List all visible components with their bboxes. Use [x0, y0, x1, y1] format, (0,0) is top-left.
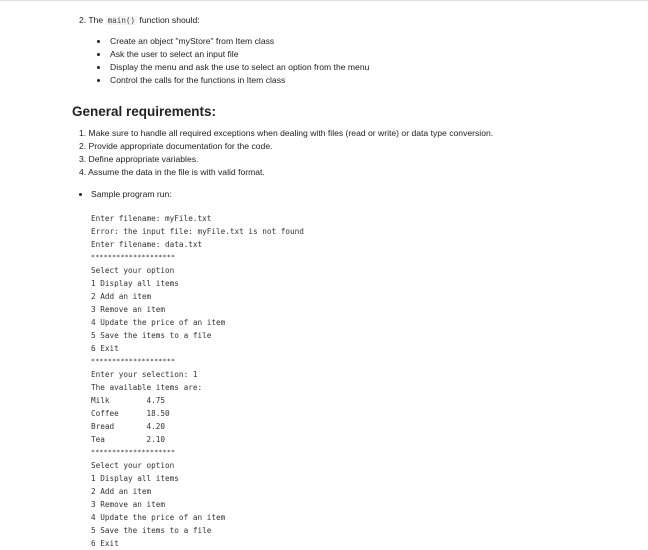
output-line: 6 Exit: [91, 539, 119, 548]
output-line: Milk 4.75: [91, 396, 166, 405]
requirement-item: 4. Assume the data in the file is with valid format.: [79, 167, 265, 177]
output-line: 5 Save the items to a file: [91, 331, 212, 340]
output-line: 3 Remove an item: [91, 305, 166, 314]
requirement-item: 2. Provide appropriate documentation for the code.: [79, 141, 273, 151]
list-item: Control the calls for the functions in Item class: [110, 75, 286, 85]
requirement-item: 1. Make sure to handle all required exceptions when dealing with files (read or write) or data type conversion.: [79, 128, 494, 138]
output-line: 1 Display all items: [91, 279, 179, 288]
output-line: Error: the input file: myFile.txt is not found: [91, 227, 304, 236]
top-border: [0, 0, 648, 1]
list-item: Create an object "myStore" from Item class: [110, 36, 275, 46]
section-number: 2.: [79, 15, 87, 25]
section-suffix: function should:: [139, 15, 200, 25]
output-line: ********************: [91, 357, 176, 365]
output-line: Tea 2.10: [91, 435, 166, 444]
output-line: Select your option: [91, 266, 175, 275]
output-line: 6 Exit: [91, 344, 119, 353]
output-line: ********************: [91, 448, 176, 456]
section-prefix: The: [88, 15, 104, 25]
bullet-dot: [97, 79, 100, 82]
output-line: Coffee 18.50: [91, 409, 170, 418]
output-line: Enter your selection: 1: [91, 370, 198, 379]
output-line: The available items are:: [91, 383, 203, 392]
output-line: Enter filename: myFile.txt: [91, 214, 212, 223]
list-item: Ask the user to select an input file: [110, 49, 239, 59]
bullet-dot: [97, 53, 100, 56]
requirement-item: 3. Define appropriate variables.: [79, 154, 199, 164]
output-line: ********************: [91, 253, 176, 261]
main-code-token: main(): [107, 16, 136, 25]
output-line: 5 Save the items to a file: [91, 526, 212, 535]
bullet-dot: [79, 193, 82, 196]
main-function-line: [79, 15, 200, 25]
output-line: 4 Update the price of an item: [91, 318, 226, 327]
output-line: 2 Add an item: [91, 487, 152, 496]
output-line: Select your option: [91, 461, 175, 470]
sample-run-label: Sample program run:: [91, 189, 172, 199]
output-line: 1 Display all items: [91, 474, 179, 483]
bullet-dot: [97, 66, 100, 69]
output-line: 3 Remove an item: [91, 500, 166, 509]
bullet-dot: [97, 40, 100, 43]
output-line: Enter filename: data.txt: [91, 240, 203, 249]
output-line: 4 Update the price of an item: [91, 513, 226, 522]
list-item: Display the menu and ask the use to select an option from the menu: [110, 62, 370, 72]
general-requirements-heading: General requirements:: [72, 104, 217, 119]
output-line: Bread 4.20: [91, 422, 166, 431]
output-line: 2 Add an item: [91, 292, 152, 301]
